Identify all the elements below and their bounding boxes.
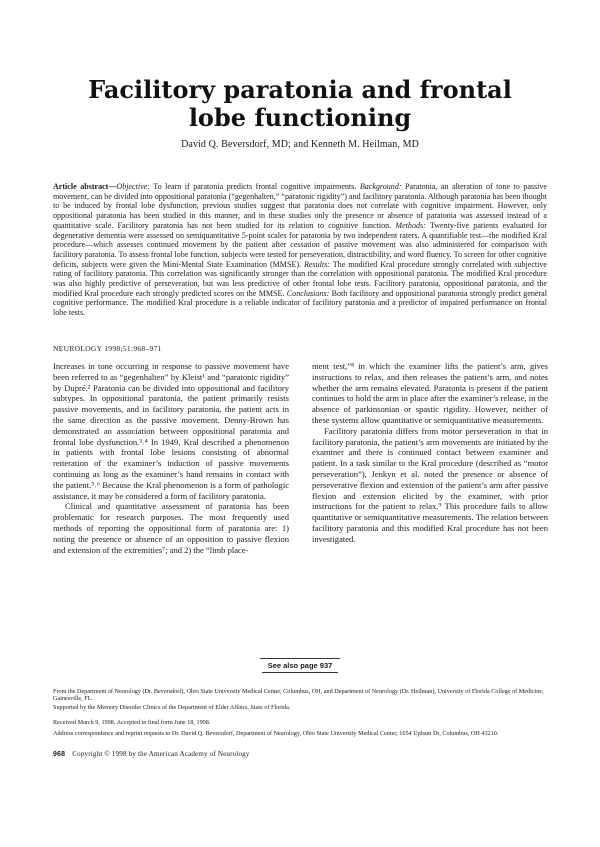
objective-label: Objective:: [116, 182, 150, 191]
title-line-2: lobe functioning: [188, 103, 412, 132]
results-label: Results:: [304, 259, 330, 269]
body-column-left: [53, 361, 289, 555]
divider: [262, 672, 338, 673]
footnote-affiliation: From the Department of Neurology (Dr. Beversdorf), Ohio State University Medical Center, Columbus, OH, and Department of Neurology (Dr. Heilman), University of Florida College of Medicine, Gainesville, FL.: [53, 688, 544, 703]
page-number: 968: [53, 751, 66, 758]
footnote-correspondence: Address correspondence and reprint requests to Dr. David Q. Beversdorf, Department of Neurology, Ohio State University Medical Center, 1654 Upham Dr, Columbus, OH 43210.: [53, 730, 499, 737]
body-paragraph: ment test,”⁸ in which the examiner lifts the patient’s arm, gives instructions to relax, and then releases the patient’s arm, and notes whether the arm remains elevated. Paratonia is present if the patient continues to hold the arm in place after the examiner’s release, in the absence of parkinsonian or spastic rigidity. However, neither of these systems allow quantitative or semiquantitative measurements.: [312, 361, 548, 425]
see-also-link[interactable]: See also page 937: [267, 661, 333, 670]
copyright-notice: Copyright © 1998 by the American Academy of Neurology: [72, 750, 250, 758]
journal-citation: NEUROLOGY 1998;51:968–971: [53, 344, 162, 353]
abstract-lead: Article abstract—: [53, 182, 117, 191]
methods-text: Twenty-five patients evaluated for degenerative dementia were assessed on semiquantitative 5-point scales for paratonia by two independent raters. A quantifiable test—the modified Kral procedure—which assesses continued movement by the patient after cessation of passive movement was also administered for comparison with facilitory paratonia. To assess frontal lobe function, subjects were tested for perseveration, distractibility, and word fluency. To screen for other cognitive deficits, subjects were given the Mini-Mental State Examination (MMSE).: [53, 220, 547, 269]
conclusions-text: Both facilitory and oppositional paratonia strongly predict general cognitive performance. The modified Kral procedure is a reliable indicator of facilitory paratonia and a predictor of impaired performance on frontal lobe tests.: [53, 288, 547, 318]
body-column-right: [312, 361, 548, 545]
article-title: [60, 76, 540, 132]
footnote-support: Supported by the Memory Disorder Clinics of the Department of Elder Affairs, State of Florida.: [53, 704, 291, 711]
divider: [260, 658, 340, 659]
body-paragraph: Clinical and quantitative assessment of paratonia has been problematic for research purposes. The most frequently used methods of reporting the oppositional form of paratonia are: 1) noting the presence or absence of an opposition to passive flexion and extension of the extremities⁷; and 2) the “limb place-: [53, 501, 289, 555]
objective-text: To learn if paratonia predicts frontal cognitive impairments.: [149, 182, 360, 191]
conclusions-label: Conclusions:: [286, 288, 330, 298]
background-label: Background:: [359, 182, 402, 191]
body-paragraph: Facilitory paratonia differs from motor perseveration in that in facilitory paratonia, the patient’s arm movements are initiated by the examiner and there is continued contact between examiner and patient. In a task similar to the Kral procedure (described as “motor perseveration”), Jenkyn et al. noted the presence or absence of perseverative flexion and extension of the patient’s arm after passive flexion and extension elicited by the examiner, with prior instructions for the patient to relax.⁹ This procedure fails to allow quantitative or semiquantitative measurements. The relation between facilitory paratonia and this modified Kral procedure has not been investigated.: [312, 425, 548, 544]
author-list: David Q. Beversdorf, MD; and Kenneth M. Heilman, MD: [181, 139, 419, 150]
methods-label: Methods:: [395, 220, 426, 230]
title-line-1: Facilitory paratonia and frontal: [88, 75, 512, 104]
results-text: The modified Kral procedure strongly correlated with subjective rating of facilitory paratonia. This correlation was significantly stronger than the correlation with oppositional paratonia. The modified Kral procedure was also highly predictive of perseveration, but was less predictive of other frontal lobe tests. Facilitory paratonia, oppositional paratonia, and the modified Kral procedure each strongly predicted scores on the MMSE.: [53, 259, 547, 298]
footnote-dates: Received March 9, 1998. Accepted in final form June 18, 1998.: [53, 719, 211, 726]
body-paragraph: Increases in tone occurring in response to passive movement have been referred to as “gegenhalten” by Kleist¹ and “paratonic rigidity” by Dupré.² Paratonia can be divided into oppositional and facilitory subtypes. In oppositional paratonia, the patient primarily resists passive movements, and in facilitory paratonia, the patient acts in the same direction as the passive movement. Denny-Brown has demonstrated an association between oppositional paratonia and frontal lobe dysfunction.³˒⁴ In 1949, Kral described a phenomenon in patients with frontal lobe lesions consisting of abnormal reiteration of the examiner’s induction of passive movements continuing as long as the examiner’s hand remains in contact with the patient.⁵˒⁶ Because the Kral phenomenon is a form of pathologic assistance, it may be considered a form of facilitory paratonia.: [53, 361, 289, 501]
abstract: [53, 182, 547, 318]
background-text: Paratonia, an alteration of tone to passive movement, can be divided into oppositional paratonia (“gegenhalten,” “paratonic rigidity”) and facilitory paratonia. Although paratonia has been thought to be induced by frontal lobe dysfunction, previous studies suggest that paratonia does not correlate with cognitive impairment. However, only oppositional paratonia has been studied in this manner, and in these studies only the presence or absence of paratonia was assessed instead of a quantitative scale. Facilitory paratonia has not been studied for its relation to cognitive function.: [53, 182, 548, 230]
page-footer: [53, 750, 250, 759]
